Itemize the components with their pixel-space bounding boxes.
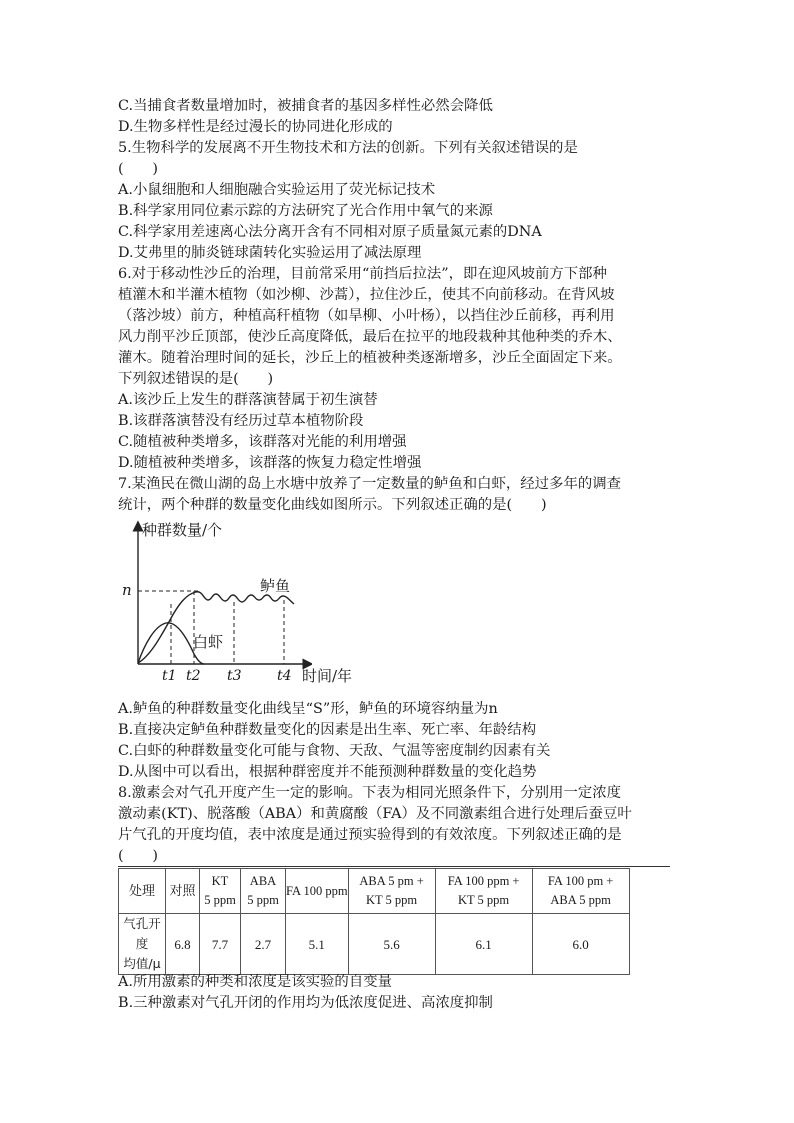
value-fa-kt: 6.1: [435, 914, 532, 975]
option-5d: D.艾弗里的肺炎链球菌转化实验运用了减法原理: [118, 245, 422, 261]
question-6-line5: 灌木。随着治理时间的延长，沙丘上的植被种类逐渐增多，沙丘全面固定下来。: [118, 350, 622, 366]
header-fa: FA 100 ppm: [286, 869, 349, 914]
question-5-bracket: ( ): [118, 161, 159, 177]
header-aba-kt: ABA 5 pm + KT 5 ppm: [348, 869, 435, 914]
option-5a: A.小鼠细胞和人细胞融合实验运用了荧光标记技术: [118, 182, 436, 198]
tick-t1: t1: [162, 668, 177, 684]
question-6-line3: （落沙坡）前方，种植高秆植物（如旱柳、小叶杨），以挡住沙丘前移，再利用: [118, 308, 615, 324]
tick-t2: t2: [186, 668, 201, 684]
table-top-rule: [118, 866, 670, 867]
header-fa-aba: FA 100 pm + ABA 5 ppm: [532, 869, 629, 914]
table-value-row: [119, 914, 630, 975]
option-6c: C.随植被种类增多，该群落对光能的利用增强: [118, 434, 407, 450]
option-6d: D.随植被种类增多，该群落的恢复力稳定性增强: [118, 455, 422, 471]
question-6-line1: 6.对于移动性沙丘的治理，目前常采用“前挡后拉法”，即在迎风坡前方下部种: [118, 266, 607, 282]
option-5b: B.科学家用同位素示踪的方法研究了光合作用中氧气的来源: [118, 203, 493, 219]
header-treatment: 处理: [119, 869, 166, 914]
header-fa-kt: FA 100 ppm + KT 5 ppm: [435, 869, 532, 914]
question-7-line2: 统计，两个种群的数量变化曲线如图所示。下列叙述正确的是( ): [118, 497, 547, 513]
question-6-line4: 风力削平沙丘顶部，使沙丘高度降低，最后在拉平的地段栽种其他种类的乔木、: [118, 329, 622, 345]
header-aba: ABA 5 ppm: [241, 869, 286, 914]
tick-t4: t4: [277, 668, 292, 684]
option-7d: D.从图中可以看出，根据种群密度并不能预测种群数量的变化趋势: [118, 764, 537, 780]
question-8-line3: 片气孔的开度均值，表中浓度是通过预实验得到的有效浓度。下列叙述正确的是: [118, 827, 622, 843]
option-8a: A.所用激素的种类和浓度是该实验的自变量: [118, 974, 392, 990]
value-fa: 5.1: [286, 914, 349, 975]
header-kt: KT 5 ppm: [200, 869, 241, 914]
bass-curve-label: 鲈鱼: [260, 577, 291, 595]
question-6-line6: 下列叙述错误的是( ): [118, 371, 274, 387]
value-control: 6.8: [166, 914, 200, 975]
option-4c: C.当捕食者数量增加时，被捕食者的基因多样性必然会降低: [118, 98, 493, 114]
graph-x-label: 时间/年: [302, 667, 353, 685]
shrimp-curve-label: 白虾: [193, 633, 224, 651]
tick-t3: t3: [227, 668, 242, 684]
option-4d: D.生物多样性是经过漫长的协同进化形成的: [118, 119, 393, 135]
graph-n-label: n: [122, 581, 132, 599]
question-8-line1: 8.激素会对气孔开度产生一定的影响。下表为相同光照条件下，分别用一定浓度: [118, 785, 622, 801]
question-8-bracket: ( ): [118, 848, 159, 864]
table-header-row: [119, 869, 630, 914]
option-7a: A.鲈鱼的种群数量变化曲线呈“S”形，鲈鱼的环境容纳量为n: [118, 701, 498, 717]
option-7c: C.白虾的种群数量变化可能与食物、天敌、气温等密度制约因素有关: [118, 743, 551, 759]
stomata-table: [118, 868, 630, 975]
value-fa-aba: 6.0: [532, 914, 629, 975]
question-5-stem: 5.生物科学的发展离不开生物技术和方法的创新。下列有关叙述错误的是: [118, 140, 578, 156]
option-7b: B.直接决定鲈鱼种群数量变化的因素是出生率、死亡率、年龄结构: [118, 722, 537, 738]
option-5c: C.科学家用差速离心法分离开含有不同相对原子质量氮元素的DNA: [118, 224, 542, 240]
row-label-stomata: 气孔开度 均值/μ: [119, 914, 166, 975]
graph-y-label: 种群数量/个: [142, 521, 223, 539]
question-6-line2: 植灌木和半灌木植物（如沙柳、沙蒿），拉住沙丘，使其不向前移动。在背风坡: [118, 287, 615, 303]
value-aba-kt: 5.6: [348, 914, 435, 975]
option-8b: B.三种激素对气孔开闭的作用均为低浓度促进、高浓度抑制: [118, 995, 493, 1011]
option-6b: B.该群落演替没有经历过草本植物阶段: [118, 413, 364, 429]
bass-curve: [138, 592, 294, 663]
question-8-line2: 激动素(KT)、脱落酸（ABA）和黄腐酸（FA）及不同激素组合进行处理后蚕豆叶: [118, 806, 632, 822]
question-7-line1: 7.某渔民在微山湖的岛上水塘中放养了一定数量的鲈鱼和白虾，经过多年的调查: [118, 476, 622, 492]
value-kt: 7.7: [200, 914, 241, 975]
header-control: 对照: [166, 869, 200, 914]
value-aba: 2.7: [241, 914, 286, 975]
option-6a: A.该沙丘上发生的群落演替属于初生演替: [118, 392, 378, 408]
